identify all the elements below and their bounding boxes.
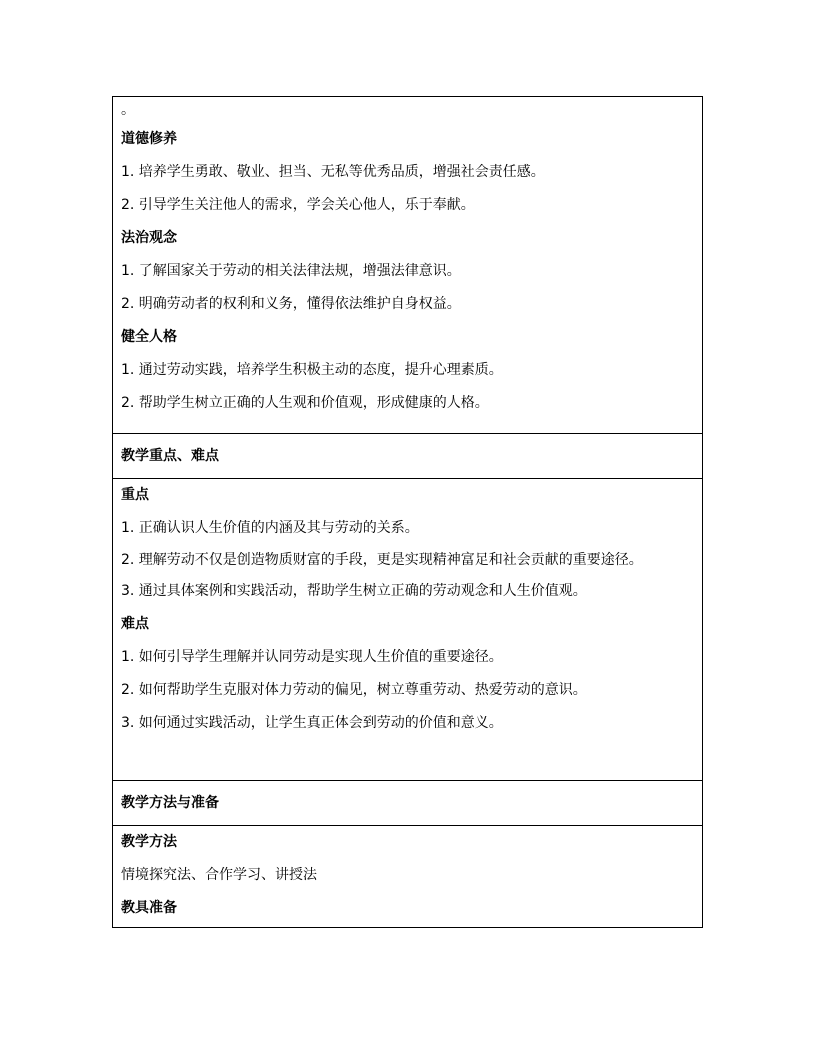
list-item: 2. 帮助学生树立正确的人生观和价值观，形成健康的人格。: [121, 395, 489, 411]
list-item: 2. 引导学生关注他人的需求，学会关心他人，乐于奉献。: [121, 197, 475, 213]
heading-teaching-aids: 教具准备: [121, 900, 177, 916]
section-key-difficult-points: [113, 478, 702, 780]
list-item: 1. 了解国家关于劳动的相关法律法规，增强法律意识。: [121, 263, 461, 279]
list-item: 2. 理解劳动不仅是创造物质财富的手段，更是实现精神富足和社会贡献的重要途径。: [121, 552, 643, 568]
section-methods-preparation: [113, 825, 702, 929]
heading-difficult-points: 难点: [121, 616, 149, 632]
list-item: 1. 培养学生勇敢、敬业、担当、无私等优秀品质，增强社会责任感。: [121, 164, 545, 180]
list-item: 1. 正确认识人生价值的内涵及其与劳动的关系。: [121, 520, 419, 536]
section-title: 教学重点、难点: [121, 448, 219, 464]
list-item: 2. 如何帮助学生克服对体力劳动的偏见，树立尊重劳动、热爱劳动的意识。: [121, 682, 587, 698]
list-item: 1. 如何引导学生理解并认同劳动是实现人生价值的重要途径。: [121, 649, 503, 665]
section-title: 教学方法与准备: [121, 795, 219, 811]
section-header-methods-preparation: [113, 780, 702, 825]
list-item: 3. 通过具体案例和实践活动，帮助学生树立正确的劳动观念和人生价值观。: [121, 583, 587, 599]
section-header-key-difficult-points: [113, 433, 702, 478]
list-item: 3. 如何通过实践活动，让学生真正体会到劳动的价值和意义。: [121, 715, 503, 731]
heading-teaching-methods: 教学方法: [121, 834, 177, 850]
heading-key-points: 重点: [121, 487, 149, 503]
section-core-literacy-continued: [113, 97, 702, 433]
list-item: 2. 明确劳动者的权利和义务，懂得依法维护自身权益。: [121, 296, 461, 312]
heading-sound-personality: 健全人格: [121, 329, 177, 345]
heading-rule-of-law: 法治观念: [121, 230, 177, 246]
list-item: 1. 通过劳动实践，培养学生积极主动的态度，提升心理素质。: [121, 362, 503, 378]
continued-punctuation: 。: [121, 102, 135, 118]
document-table: [112, 96, 703, 928]
heading-moral-cultivation: 道德修养: [121, 131, 177, 147]
teaching-methods-text: 情境探究法、合作学习、讲授法: [121, 867, 317, 883]
